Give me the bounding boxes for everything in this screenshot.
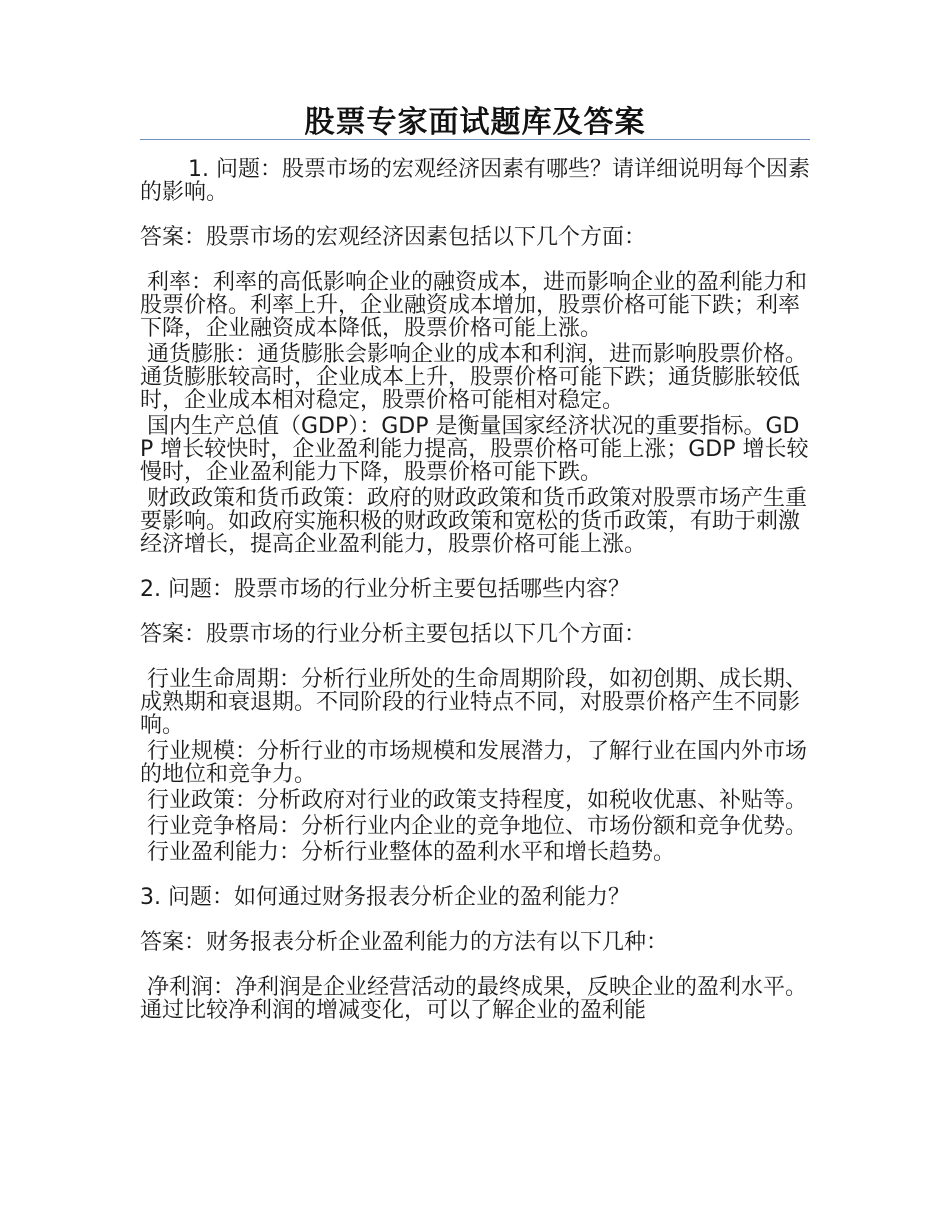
answer-item: 通货膨胀：通货膨胀会影响企业的成本和利润，进而影响股票价格。通货膨胀较高时，企业成本上升，股票价格可能下跌；通货膨胀较低时，企业成本相对稳定，股票价格可能相对稳定。 <box>140 342 808 413</box>
answer-item: 利率：利率的高低影响企业的融资成本，进而影响企业的盈利能力和股票价格。利率上升，企业融资成本增加，股票价格可能下跌；利率下降，企业融资成本降低，股票价格可能上涨。 <box>140 270 808 341</box>
answer-item: 国内生产总值（GDP）：GDP 是衡量国家经济状况的重要指标。GDP 增长较快时，企业盈利能力提高，股票价格可能上涨；GDP 增长较慢时，企业盈利能力下降，股票价格可能下跌。 <box>140 414 809 485</box>
document-body <box>140 158 810 1025</box>
answer-item: 行业规模：分析行业的市场规模和发展潜力，了解行业在国内外市场的地位和竞争力。 <box>140 739 808 787</box>
answer-item: 净利润：净利润是企业经营活动的最终成果，反映企业的盈利水平。通过比较净利润的增减变化，可以了解企业的盈利能 <box>140 975 808 1023</box>
answer-item: 行业盈利能力：分析行业整体的盈利水平和增长趋势。 <box>147 840 676 865</box>
answer-intro-1: 答案：股票市场的宏观经济因素包括以下几个方面： <box>140 225 647 250</box>
document-title: 股票专家面试题库及答案 <box>304 105 646 140</box>
answer-item: 财政政策和货币政策：政府的财政政策和货币政策对股票市场产生重要影响。如政府实施积极的财政政策和宽松的货币政策，有助于刺激经济增长，提高企业盈利能力，股票价格可能上涨。 <box>140 486 808 557</box>
answer-item: 行业政策：分析政府对行业的政策支持程度，如税收优惠、补贴等。 <box>147 788 808 813</box>
answer-intro-3: 答案：财务报表分析企业盈利能力的方法有以下几种： <box>140 930 669 955</box>
answer-item: 行业竞争格局：分析行业内企业的竞争地位、市场份额和竞争优势。 <box>147 814 808 839</box>
question-2: 2. 问题：股票市场的行业分析主要包括哪些内容？ <box>140 577 630 602</box>
answer-intro-2: 答案：股票市场的行业分析主要包括以下几个方面： <box>140 622 647 647</box>
question-3: 3. 问题：如何通过财务报表分析企业的盈利能力？ <box>140 885 630 910</box>
title-underline <box>140 139 810 140</box>
question-1: 1. 问题：股票市场的宏观经济因素有哪些？请详细说明每个因素的影响。 <box>140 157 810 205</box>
answer-item: 行业生命周期：分析行业所处的生命周期阶段，如初创期、成长期、成熟期和衰退期。不同阶段的行业特点不同，对股票价格产生不同影响。 <box>140 667 808 738</box>
